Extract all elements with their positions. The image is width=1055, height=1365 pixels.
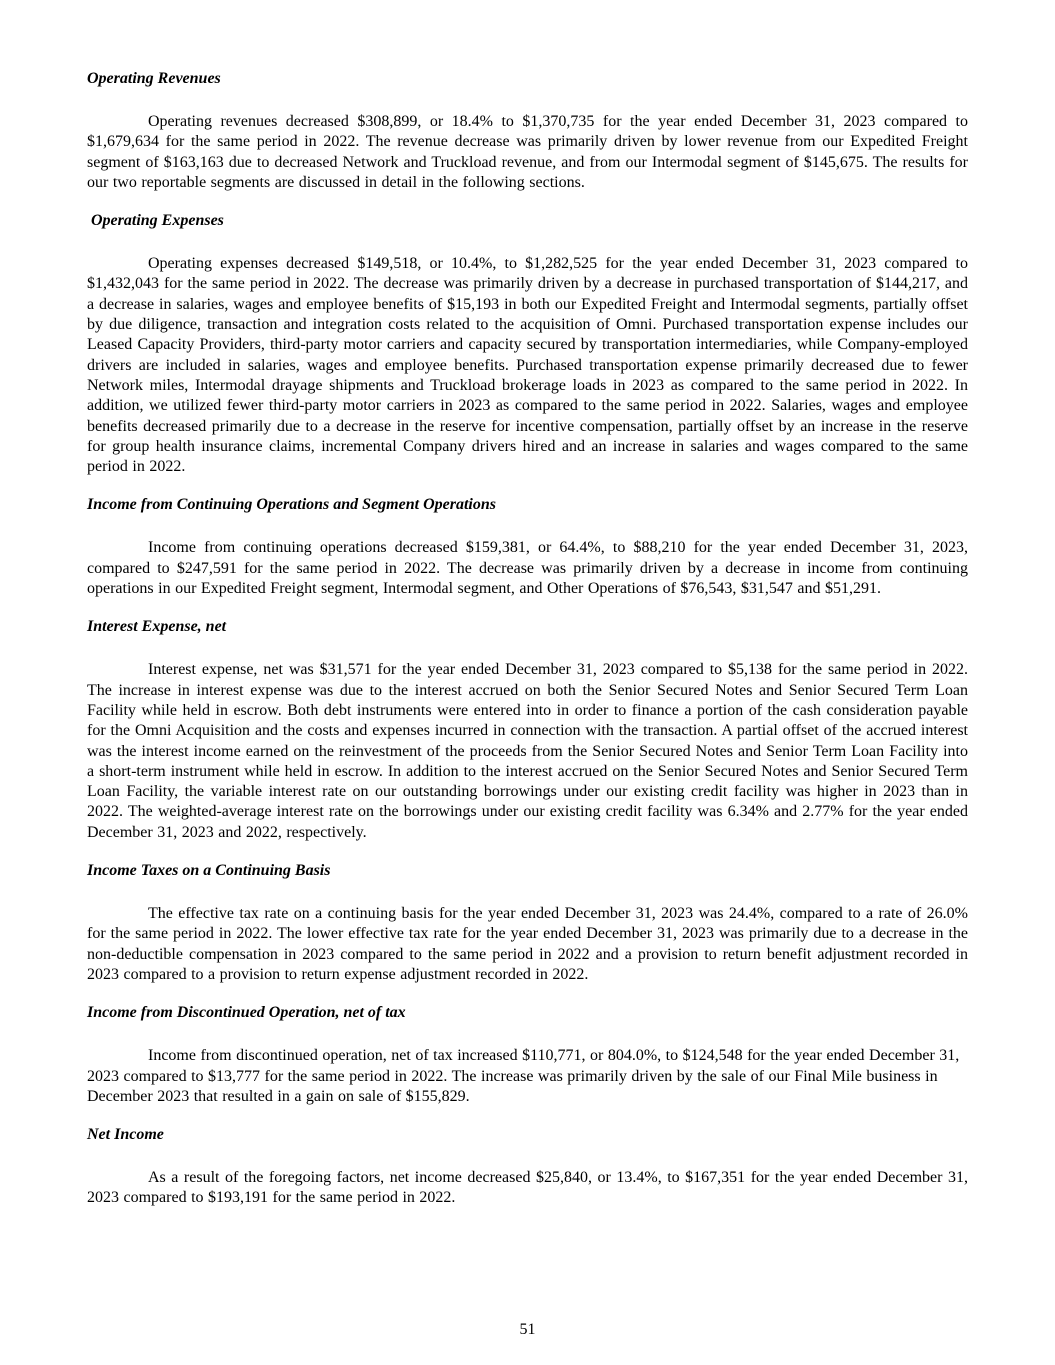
section-heading-interest-expense: Interest Expense, net xyxy=(87,618,227,636)
section-heading-operating-expenses: Operating Expenses xyxy=(91,212,224,230)
section-income-taxes xyxy=(87,861,968,985)
section-heading-operating-revenues: Operating Revenues xyxy=(87,70,221,87)
section-net-income xyxy=(87,1125,968,1209)
section-heading-net-income: Net Income xyxy=(87,1126,164,1144)
page-number: 51 xyxy=(519,1321,536,1338)
body-paragraph-discontinued-operation: Income from discontinued operation, net of tax increased $110,771, or 804.0%, to $124,548 for the year ended December 31, 2023 compared to $13,777 for the same period in 2022. The increase was primarily driven by the sale of our Final Mile business in December 2023 that resulted in a gain on sale of $155,829. xyxy=(87,1047,960,1105)
body-paragraph-interest-expense: Interest expense, net was $31,571 for the year ended December 31, 2023 compared to $5,138 for the same period in 2022. The increase in interest expense was due to the interest accrued on both the Senior Secured Notes and Senior Secured Term Loan Facility while held in escrow. Both debt instruments were entered into in order to finance a portion of the cash consideration payable for the Omni Acquisition and the costs and expenses incurred in connection with the transaction. A partial offset of the accrued interest was the interest income earned on the reinvestment of the proceeds from the Senior Secured Notes and Senior Term Loan Facility into a short-term instrument while held in escrow. In addition to the interest accrued on the Senior Secured Notes and Senior Secured Term Loan Facility, the variable interest rate on our outstanding borrowings under our existing credit facility was higher in 2023 than in 2022. The weighted-average interest rate on the borrowings under our existing credit facility was 6.34% and 2.77% for the year ended December 31, 2023 and 2022, respectively. xyxy=(87,661,968,841)
section-heading-income-taxes: Income Taxes on a Continuing Basis xyxy=(87,862,331,880)
section-income-continuing-operations xyxy=(87,495,968,599)
section-operating-revenues xyxy=(87,69,968,193)
section-operating-expenses xyxy=(87,211,968,477)
body-paragraph-net-income: As a result of the foregoing factors, net income decreased $25,840, or 13.4%, to $167,351 for the year ended December 31, 2023 compared to $193,191 for the same period in 2022. xyxy=(87,1169,968,1207)
body-paragraph-operating-revenues: Operating revenues decreased $308,899, or 18.4% to $1,370,735 for the year ended December 31, 2023 compared to $1,679,634 for the same period in 2022. The revenue decrease was primarily driven by lower revenue from our Expedited Freight segment of $163,163 due to decreased Network and Truckload revenue, and from our Intermodal segment of $145,675. The results for our two reportable segments are discussed in detail in the following sections. xyxy=(87,113,968,191)
section-heading-discontinued-operation: Income from Discontinued Operation, net of tax xyxy=(87,1004,406,1022)
body-paragraph-operating-expenses: Operating expenses decreased $149,518, or 10.4%, to $1,282,525 for the year ended December 31, 2023 compared to $1,432,043 for the same period in 2022. The decrease was primarily driven by a decrease in purchased transportation of $144,217, and a decrease in salaries, wages and employee benefits of $15,193 in both our Expedited Freight and Intermodal segments, partially offset by due diligence, transaction and integration costs related to the acquisition of Omni. Purchased transportation expense includes our Leased Capacity Providers, third-party motor carriers and capacity secured by transportation intermediaries, while Company-employed drivers are included in salaries, wages and employee benefits. Purchased transportation expense primarily decreased due to fewer Network miles, Intermodal drayage shipments and Truckload brokerage loads in 2023 as compared to the same period in 2022. In addition, we utilized fewer third-party motor carriers in 2023 as compared to the same period in 2022. Salaries, wages and employee benefits decreased primarily due to a decrease in the reserve for incentive compensation, partially offset by an increase in the reserve for group health insurance claims, incremental Company drivers hired and an increase in salaries and wages compared to the same period in 2022. xyxy=(87,255,968,476)
body-paragraph-income-continuing-operations: Income from continuing operations decreased $159,381, or 64.4%, to $88,210 for the year ended December 31, 2023, compared to $247,591 for the same period in 2022. The decrease was primarily driven by a decrease in income from continuing operations in our Expedited Freight segment, Intermodal segment, and Other Operations of $76,543, $31,547 and $51,291. xyxy=(87,539,968,598)
section-heading-income-continuing-operations: Income from Continuing Operations and Segment Operations xyxy=(87,496,496,514)
page-content xyxy=(87,69,968,1209)
section-discontinued-operation xyxy=(87,1003,968,1107)
section-interest-expense xyxy=(87,617,968,843)
body-paragraph-income-taxes: The effective tax rate on a continuing basis for the year ended December 31, 2023 was 24.4%, compared to a rate of 26.0% for the same period in 2022. The lower effective tax rate for the year ended December 31, 2023 was primarily due to a decrease in the non-deductible compensation in 2023 compared to the same period in 2022 and a provision to return benefit adjustment recorded in 2023 compared to a provision to return expense adjustment recorded in 2022. xyxy=(87,905,968,983)
